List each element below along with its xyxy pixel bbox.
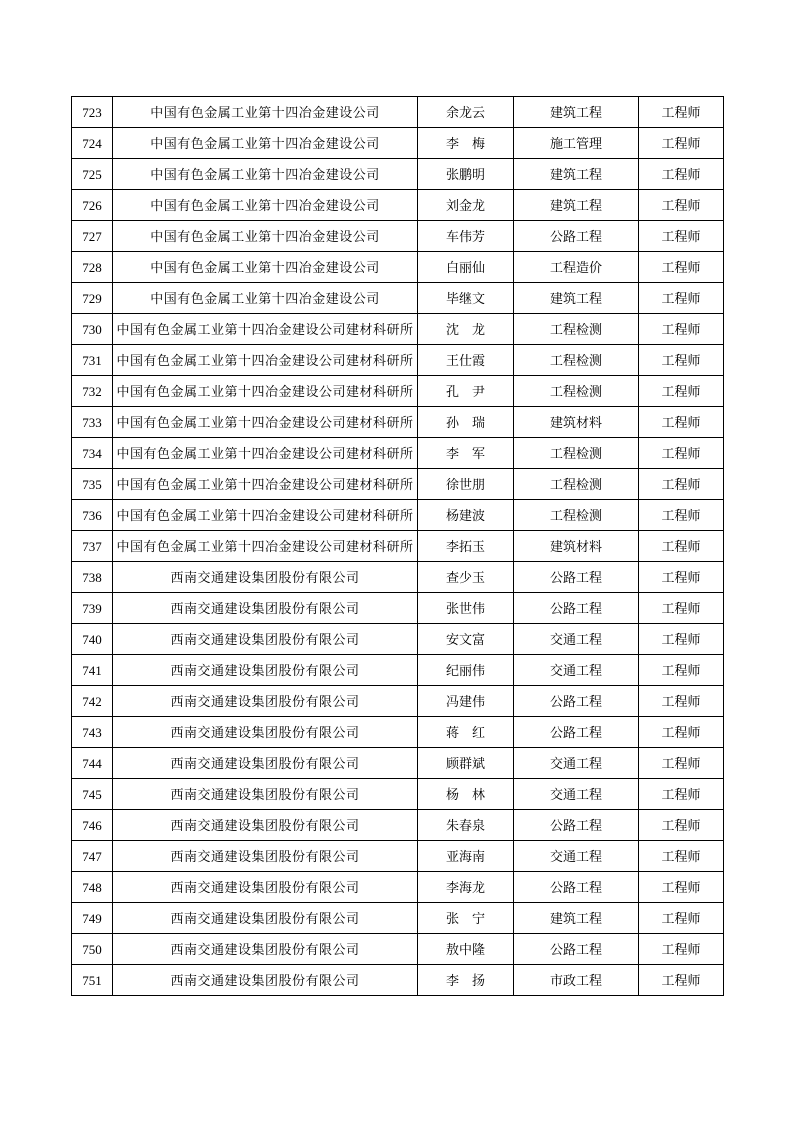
row-index-cell: 734 xyxy=(72,438,113,469)
row-index-cell: 737 xyxy=(72,531,113,562)
company-cell: 中国有色金属工业第十四冶金建设公司建材科研所 xyxy=(113,376,418,407)
specialty-cell: 工程检测 xyxy=(514,345,639,376)
job-title-cell: 工程师 xyxy=(639,97,724,128)
job-title-cell: 工程师 xyxy=(639,221,724,252)
row-index-cell: 729 xyxy=(72,283,113,314)
row-index-cell: 724 xyxy=(72,128,113,159)
person-name-cell: 余龙云 xyxy=(418,97,514,128)
company-cell: 西南交通建设集团股份有限公司 xyxy=(113,779,418,810)
person-name-cell: 杨 林 xyxy=(418,779,514,810)
job-title-cell: 工程师 xyxy=(639,128,724,159)
row-index-cell: 725 xyxy=(72,159,113,190)
table-row xyxy=(72,97,724,128)
job-title-cell: 工程师 xyxy=(639,779,724,810)
person-name-cell: 李 梅 xyxy=(418,128,514,159)
company-cell: 西南交通建设集团股份有限公司 xyxy=(113,965,418,996)
specialty-cell: 交通工程 xyxy=(514,779,639,810)
table-row xyxy=(72,872,724,903)
company-cell: 中国有色金属工业第十四冶金建设公司建材科研所 xyxy=(113,469,418,500)
specialty-cell: 交通工程 xyxy=(514,748,639,779)
table-row xyxy=(72,531,724,562)
specialty-cell: 市政工程 xyxy=(514,965,639,996)
person-name-cell: 沈 龙 xyxy=(418,314,514,345)
person-name-cell: 李 军 xyxy=(418,438,514,469)
company-cell: 中国有色金属工业第十四冶金建设公司建材科研所 xyxy=(113,438,418,469)
row-index-cell: 733 xyxy=(72,407,113,438)
job-title-cell: 工程师 xyxy=(639,314,724,345)
person-name-cell: 杨建波 xyxy=(418,500,514,531)
person-name-cell: 白丽仙 xyxy=(418,252,514,283)
specialty-cell: 工程检测 xyxy=(514,438,639,469)
person-name-cell: 查少玉 xyxy=(418,562,514,593)
row-index-cell: 742 xyxy=(72,686,113,717)
company-cell: 中国有色金属工业第十四冶金建设公司建材科研所 xyxy=(113,314,418,345)
row-index-cell: 728 xyxy=(72,252,113,283)
specialty-cell: 建筑工程 xyxy=(514,903,639,934)
job-title-cell: 工程师 xyxy=(639,624,724,655)
row-index-cell: 732 xyxy=(72,376,113,407)
table-row xyxy=(72,438,724,469)
job-title-cell: 工程师 xyxy=(639,872,724,903)
company-cell: 西南交通建设集团股份有限公司 xyxy=(113,748,418,779)
table-row xyxy=(72,841,724,872)
specialty-cell: 公路工程 xyxy=(514,221,639,252)
job-title-cell: 工程师 xyxy=(639,531,724,562)
person-name-cell: 朱春泉 xyxy=(418,810,514,841)
table-row xyxy=(72,934,724,965)
table-row xyxy=(72,376,724,407)
person-name-cell: 孙 瑞 xyxy=(418,407,514,438)
job-title-cell: 工程师 xyxy=(639,748,724,779)
person-name-cell: 亚海南 xyxy=(418,841,514,872)
row-index-cell: 746 xyxy=(72,810,113,841)
table-row xyxy=(72,314,724,345)
specialty-cell: 建筑材料 xyxy=(514,531,639,562)
person-name-cell: 毕继文 xyxy=(418,283,514,314)
person-name-cell: 张世伟 xyxy=(418,593,514,624)
job-title-cell: 工程师 xyxy=(639,841,724,872)
company-cell: 西南交通建设集团股份有限公司 xyxy=(113,686,418,717)
row-index-cell: 738 xyxy=(72,562,113,593)
company-cell: 西南交通建设集团股份有限公司 xyxy=(113,810,418,841)
row-index-cell: 727 xyxy=(72,221,113,252)
row-index-cell: 749 xyxy=(72,903,113,934)
specialty-cell: 建筑工程 xyxy=(514,190,639,221)
row-index-cell: 736 xyxy=(72,500,113,531)
specialty-cell: 工程造价 xyxy=(514,252,639,283)
table-row xyxy=(72,779,724,810)
row-index-cell: 747 xyxy=(72,841,113,872)
person-name-cell: 冯建伟 xyxy=(418,686,514,717)
person-name-cell: 敖中隆 xyxy=(418,934,514,965)
table-row xyxy=(72,407,724,438)
job-title-cell: 工程师 xyxy=(639,252,724,283)
specialty-cell: 公路工程 xyxy=(514,872,639,903)
person-name-cell: 王仕霞 xyxy=(418,345,514,376)
specialty-cell: 公路工程 xyxy=(514,686,639,717)
company-cell: 西南交通建设集团股份有限公司 xyxy=(113,655,418,686)
table-row xyxy=(72,593,724,624)
specialty-cell: 公路工程 xyxy=(514,810,639,841)
company-cell: 西南交通建设集团股份有限公司 xyxy=(113,624,418,655)
row-index-cell: 740 xyxy=(72,624,113,655)
specialty-cell: 公路工程 xyxy=(514,934,639,965)
table-sheet xyxy=(71,96,724,996)
row-index-cell: 735 xyxy=(72,469,113,500)
company-cell: 中国有色金属工业第十四冶金建设公司 xyxy=(113,221,418,252)
specialty-cell: 交通工程 xyxy=(514,624,639,655)
job-title-cell: 工程师 xyxy=(639,810,724,841)
person-name-cell: 蒋 红 xyxy=(418,717,514,748)
table-row xyxy=(72,686,724,717)
job-title-cell: 工程师 xyxy=(639,190,724,221)
row-index-cell: 723 xyxy=(72,97,113,128)
table-row xyxy=(72,717,724,748)
personnel-table-body xyxy=(72,97,724,996)
company-cell: 中国有色金属工业第十四冶金建设公司建材科研所 xyxy=(113,500,418,531)
row-index-cell: 741 xyxy=(72,655,113,686)
specialty-cell: 施工管理 xyxy=(514,128,639,159)
specialty-cell: 建筑工程 xyxy=(514,283,639,314)
job-title-cell: 工程师 xyxy=(639,376,724,407)
job-title-cell: 工程师 xyxy=(639,655,724,686)
row-index-cell: 751 xyxy=(72,965,113,996)
row-index-cell: 748 xyxy=(72,872,113,903)
specialty-cell: 建筑工程 xyxy=(514,159,639,190)
company-cell: 中国有色金属工业第十四冶金建设公司 xyxy=(113,159,418,190)
person-name-cell: 车伟芳 xyxy=(418,221,514,252)
job-title-cell: 工程师 xyxy=(639,686,724,717)
job-title-cell: 工程师 xyxy=(639,965,724,996)
specialty-cell: 公路工程 xyxy=(514,593,639,624)
table-row xyxy=(72,469,724,500)
table-row xyxy=(72,562,724,593)
table-row xyxy=(72,252,724,283)
company-cell: 中国有色金属工业第十四冶金建设公司 xyxy=(113,283,418,314)
row-index-cell: 750 xyxy=(72,934,113,965)
table-row xyxy=(72,221,724,252)
specialty-cell: 公路工程 xyxy=(514,717,639,748)
row-index-cell: 744 xyxy=(72,748,113,779)
job-title-cell: 工程师 xyxy=(639,345,724,376)
table-row xyxy=(72,283,724,314)
job-title-cell: 工程师 xyxy=(639,717,724,748)
company-cell: 西南交通建设集团股份有限公司 xyxy=(113,562,418,593)
specialty-cell: 工程检测 xyxy=(514,500,639,531)
person-name-cell: 徐世朋 xyxy=(418,469,514,500)
specialty-cell: 工程检测 xyxy=(514,314,639,345)
job-title-cell: 工程师 xyxy=(639,593,724,624)
table-row xyxy=(72,810,724,841)
job-title-cell: 工程师 xyxy=(639,438,724,469)
job-title-cell: 工程师 xyxy=(639,903,724,934)
table-row xyxy=(72,345,724,376)
person-name-cell: 顾群斌 xyxy=(418,748,514,779)
job-title-cell: 工程师 xyxy=(639,934,724,965)
table-row xyxy=(72,624,724,655)
job-title-cell: 工程师 xyxy=(639,159,724,190)
job-title-cell: 工程师 xyxy=(639,283,724,314)
row-index-cell: 743 xyxy=(72,717,113,748)
company-cell: 中国有色金属工业第十四冶金建设公司 xyxy=(113,128,418,159)
job-title-cell: 工程师 xyxy=(639,407,724,438)
person-name-cell: 孔 尹 xyxy=(418,376,514,407)
person-name-cell: 李拓玉 xyxy=(418,531,514,562)
job-title-cell: 工程师 xyxy=(639,500,724,531)
company-cell: 西南交通建设集团股份有限公司 xyxy=(113,872,418,903)
table-row xyxy=(72,903,724,934)
person-name-cell: 李 扬 xyxy=(418,965,514,996)
company-cell: 西南交通建设集团股份有限公司 xyxy=(113,717,418,748)
row-index-cell: 745 xyxy=(72,779,113,810)
person-name-cell: 安文富 xyxy=(418,624,514,655)
specialty-cell: 公路工程 xyxy=(514,562,639,593)
job-title-cell: 工程师 xyxy=(639,562,724,593)
table-row xyxy=(72,748,724,779)
table-row xyxy=(72,655,724,686)
specialty-cell: 交通工程 xyxy=(514,841,639,872)
company-cell: 西南交通建设集团股份有限公司 xyxy=(113,841,418,872)
table-row xyxy=(72,128,724,159)
table-row xyxy=(72,500,724,531)
company-cell: 中国有色金属工业第十四冶金建设公司 xyxy=(113,190,418,221)
specialty-cell: 工程检测 xyxy=(514,376,639,407)
company-cell: 西南交通建设集团股份有限公司 xyxy=(113,593,418,624)
row-index-cell: 726 xyxy=(72,190,113,221)
job-title-cell: 工程师 xyxy=(639,469,724,500)
table-row xyxy=(72,190,724,221)
person-name-cell: 李海龙 xyxy=(418,872,514,903)
specialty-cell: 交通工程 xyxy=(514,655,639,686)
person-name-cell: 刘金龙 xyxy=(418,190,514,221)
table-row xyxy=(72,965,724,996)
table-row xyxy=(72,159,724,190)
specialty-cell: 建筑材料 xyxy=(514,407,639,438)
company-cell: 中国有色金属工业第十四冶金建设公司 xyxy=(113,97,418,128)
personnel-table xyxy=(71,96,724,996)
person-name-cell: 纪丽伟 xyxy=(418,655,514,686)
row-index-cell: 739 xyxy=(72,593,113,624)
company-cell: 中国有色金属工业第十四冶金建设公司建材科研所 xyxy=(113,531,418,562)
company-cell: 中国有色金属工业第十四冶金建设公司建材科研所 xyxy=(113,407,418,438)
company-cell: 中国有色金属工业第十四冶金建设公司建材科研所 xyxy=(113,345,418,376)
company-cell: 西南交通建设集团股份有限公司 xyxy=(113,934,418,965)
row-index-cell: 731 xyxy=(72,345,113,376)
specialty-cell: 建筑工程 xyxy=(514,97,639,128)
specialty-cell: 工程检测 xyxy=(514,469,639,500)
company-cell: 中国有色金属工业第十四冶金建设公司 xyxy=(113,252,418,283)
person-name-cell: 张 宁 xyxy=(418,903,514,934)
company-cell: 西南交通建设集团股份有限公司 xyxy=(113,903,418,934)
person-name-cell: 张鹏明 xyxy=(418,159,514,190)
row-index-cell: 730 xyxy=(72,314,113,345)
